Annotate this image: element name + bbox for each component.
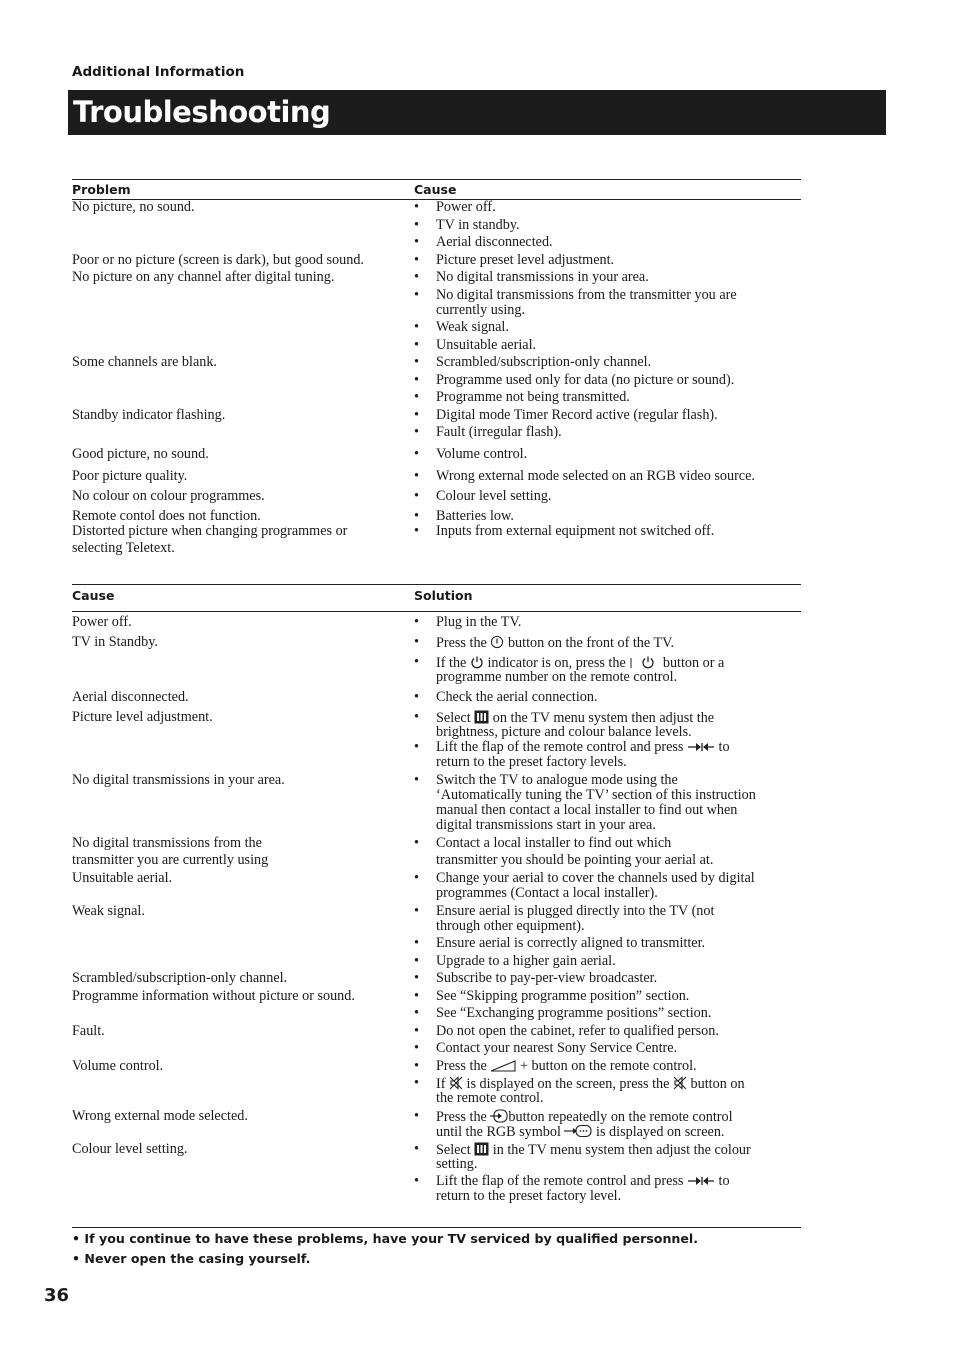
problem-cell: Good picture, no sound. bbox=[72, 446, 209, 462]
standby-icon bbox=[470, 655, 484, 669]
cause-text: Aerial disconnected. bbox=[436, 234, 553, 250]
solution-text: Press the bbox=[436, 1058, 487, 1074]
solution-text: the remote control. bbox=[436, 1090, 544, 1106]
solution-text: Plug in the TV. bbox=[436, 614, 522, 630]
solution-text: brightness, picture and colour balance levels. bbox=[436, 724, 692, 740]
cause-text: Colour level setting. bbox=[436, 488, 552, 504]
warning-note: • Never open the casing yourself. bbox=[72, 1251, 311, 1266]
cause-text: Volume control. bbox=[436, 446, 528, 462]
solution-text: Contact a local installer to find out which bbox=[436, 835, 672, 851]
cause-text: TV in standby. bbox=[436, 217, 520, 233]
cause-text: Inputs from external equipment not switched off. bbox=[436, 523, 715, 539]
page-title: Troubleshooting bbox=[73, 95, 331, 129]
table-rule bbox=[72, 179, 801, 180]
problem-cell: Remote contol does not function. bbox=[72, 508, 261, 524]
cause-cell: Picture level adjustment. bbox=[72, 709, 213, 725]
solution-text: ‘Automatically tuning the TV’ section of this instruction bbox=[436, 787, 756, 803]
power-icon bbox=[490, 635, 504, 649]
solution-text: Change your aerial to cover the channels used by digital bbox=[436, 870, 755, 886]
bullet: • bbox=[414, 234, 419, 250]
cause-text: Batteries low. bbox=[436, 508, 514, 524]
cause-text: Unsuitable aerial. bbox=[436, 337, 537, 353]
page-number: 36 bbox=[44, 1285, 70, 1306]
cause-text: currently using. bbox=[436, 302, 526, 318]
solution-text: button on the front of the TV. bbox=[507, 635, 675, 651]
bullet: • bbox=[414, 446, 419, 462]
problem-cell: Some channels are blank. bbox=[72, 354, 217, 370]
bullet: • bbox=[414, 523, 419, 539]
solution-text: Lift the flap of the remote control and press bbox=[436, 739, 684, 755]
bullet: • bbox=[414, 988, 419, 1004]
cause-cell: Aerial disconnected. bbox=[72, 689, 189, 705]
bullet: • bbox=[414, 252, 419, 268]
volume-icon bbox=[490, 1060, 516, 1072]
problem-cell: selecting Teletext. bbox=[72, 540, 175, 556]
cause-cell: Weak signal. bbox=[72, 903, 145, 919]
bullet: • bbox=[414, 1173, 419, 1189]
cause-text: Wrong external mode selected on an RGB video source. bbox=[436, 468, 755, 484]
solution-text: indicator is on, press the bbox=[487, 655, 626, 671]
solution-text: setting. bbox=[436, 1156, 478, 1172]
rgb-icon bbox=[564, 1124, 592, 1138]
cause-cell: Power off. bbox=[72, 614, 132, 630]
solution-text: transmitter you should be pointing your aerial at. bbox=[436, 852, 714, 868]
bullet: • bbox=[414, 634, 419, 650]
solution-text: + button on the remote control. bbox=[519, 1058, 697, 1074]
cause-cell: Fault. bbox=[72, 1023, 105, 1039]
input-icon bbox=[490, 1109, 508, 1123]
solution-text: manual then contact a local installer to find out when bbox=[436, 802, 738, 818]
column-header-cause: Cause bbox=[414, 182, 457, 197]
column-header-solution: Solution bbox=[414, 588, 473, 603]
bullet: • bbox=[414, 1075, 419, 1091]
solution-text: Ensure aerial is plugged directly into the TV (not bbox=[436, 903, 715, 919]
bullet: • bbox=[414, 389, 419, 405]
bullet: • bbox=[414, 468, 419, 484]
cause-cell: Wrong external mode selected. bbox=[72, 1108, 248, 1124]
solution-text: Press the bbox=[436, 1109, 487, 1125]
solution-text: Select bbox=[436, 710, 471, 726]
bullet: • bbox=[414, 1040, 419, 1056]
solution-text: If bbox=[436, 1076, 446, 1092]
bullet: • bbox=[414, 953, 419, 969]
solution-text: through other equipment). bbox=[436, 918, 585, 934]
menu-picture-icon bbox=[474, 1142, 489, 1156]
bullet: • bbox=[414, 614, 419, 630]
cause-cell: No digital transmissions in your area. bbox=[72, 772, 285, 788]
cause-text: Weak signal. bbox=[436, 319, 509, 335]
column-header-problem: Problem bbox=[72, 182, 131, 197]
solution-text: to bbox=[718, 739, 730, 755]
solution-text: button or a bbox=[662, 655, 725, 671]
bullet: • bbox=[414, 372, 419, 388]
bullet: • bbox=[414, 709, 419, 725]
cause-text: Picture preset level adjustment. bbox=[436, 252, 615, 268]
problem-cell: Poor picture quality. bbox=[72, 468, 188, 484]
problem-cell: Standby indicator flashing. bbox=[72, 407, 226, 423]
solution-text: Select bbox=[436, 1142, 471, 1158]
problem-cell: No picture, no sound. bbox=[72, 199, 195, 215]
cause-text: No digital transmissions in your area. bbox=[436, 269, 649, 285]
cause-text: Power off. bbox=[436, 199, 496, 215]
bullet: • bbox=[414, 319, 419, 335]
problem-cell: Distorted picture when changing programmes or bbox=[72, 523, 348, 539]
solution-text: in the TV menu system then adjust the colour bbox=[492, 1142, 751, 1158]
cause-cell: TV in Standby. bbox=[72, 634, 158, 650]
cause-text: Programme not being transmitted. bbox=[436, 389, 630, 405]
bullet: • bbox=[414, 287, 419, 303]
cause-text: No digital transmissions from the transmitter you are bbox=[436, 287, 737, 303]
problem-cell: No picture on any channel after digital tuning. bbox=[72, 269, 335, 285]
bullet: • bbox=[414, 654, 419, 670]
table-rule bbox=[72, 1227, 801, 1228]
solution-text: button repeatedly on the remote control bbox=[508, 1109, 733, 1125]
bullet: • bbox=[414, 424, 419, 440]
cause-cell: Colour level setting. bbox=[72, 1141, 188, 1157]
solution-text: return to the preset factory level. bbox=[436, 1188, 622, 1204]
solution-text: Lift the flap of the remote control and press bbox=[436, 1173, 684, 1189]
cause-text: Digital mode Timer Record active (regular flash). bbox=[436, 407, 718, 423]
bullet: • bbox=[414, 269, 419, 285]
bullet: • bbox=[414, 970, 419, 986]
table-rule bbox=[72, 584, 801, 585]
mute-icon bbox=[449, 1076, 463, 1090]
solution-text: Ensure aerial is correctly aligned to transmitter. bbox=[436, 935, 706, 951]
column-header-cause: Cause bbox=[72, 588, 115, 603]
solution-text: Switch the TV to analogue mode using the bbox=[436, 772, 678, 788]
solution-text: is displayed on the screen, press the bbox=[466, 1076, 670, 1092]
bullet: • bbox=[414, 217, 419, 233]
solution-text: See “Exchanging programme positions” section. bbox=[436, 1005, 712, 1021]
bullet: • bbox=[414, 1058, 419, 1074]
solution-text: Press the bbox=[436, 635, 487, 651]
solution-text: to bbox=[718, 1173, 730, 1189]
service-note: • If you continue to have these problems, have your TV serviced by qualified personnel. bbox=[72, 1231, 699, 1246]
cause-cell: Unsuitable aerial. bbox=[72, 870, 173, 886]
bullet: • bbox=[414, 354, 419, 370]
cause-cell: Programme information without picture or sound. bbox=[72, 988, 355, 1004]
bullet: • bbox=[414, 739, 419, 755]
bullet: • bbox=[414, 835, 419, 851]
cause-cell: transmitter you are currently using bbox=[72, 852, 269, 868]
solution-text: return to the preset factory levels. bbox=[436, 754, 627, 770]
title-bar bbox=[68, 90, 886, 135]
solution-text: button on bbox=[690, 1076, 745, 1092]
solution-text: on the TV menu system then adjust the bbox=[492, 710, 715, 726]
reset-icon bbox=[687, 741, 715, 753]
bullet: • bbox=[414, 337, 419, 353]
solution-text: Subscribe to pay-per-view broadcaster. bbox=[436, 970, 658, 986]
cause-cell: Volume control. bbox=[72, 1058, 164, 1074]
bullet: • bbox=[414, 1005, 419, 1021]
solution-text: Check the aerial connection. bbox=[436, 689, 598, 705]
menu-picture-icon bbox=[474, 710, 489, 724]
cause-text: Scrambled/subscription-only channel. bbox=[436, 354, 652, 370]
cause-text: Fault (irregular flash). bbox=[436, 424, 562, 440]
solution-text: See “Skipping programme position” section. bbox=[436, 988, 690, 1004]
solution-text: until the RGB symbol bbox=[436, 1124, 561, 1140]
problem-cell: No colour on colour programmes. bbox=[72, 488, 265, 504]
solution-text: Do not open the cabinet, refer to qualified person. bbox=[436, 1023, 719, 1039]
cause-cell: No digital transmissions from the bbox=[72, 835, 262, 851]
mute-button-icon bbox=[673, 1076, 687, 1090]
bullet: • bbox=[414, 689, 419, 705]
bullet: • bbox=[414, 199, 419, 215]
bullet: • bbox=[414, 1141, 419, 1157]
bullet: • bbox=[414, 1023, 419, 1039]
cause-text: Programme used only for data (no picture or sound). bbox=[436, 372, 735, 388]
bullet: • bbox=[414, 903, 419, 919]
solution-text: Upgrade to a higher gain aerial. bbox=[436, 953, 616, 969]
solution-text: If the bbox=[436, 655, 467, 671]
solution-text: programme number on the remote control. bbox=[436, 669, 678, 685]
standby-button-icon bbox=[629, 655, 659, 669]
bullet: • bbox=[414, 772, 419, 788]
solution-text: programmes (Contact a local installer). bbox=[436, 885, 658, 901]
solution-text: is displayed on screen. bbox=[596, 1124, 725, 1140]
bullet: • bbox=[414, 508, 419, 524]
solution-text: digital transmissions start in your area. bbox=[436, 817, 656, 833]
cause-cell: Scrambled/subscription-only channel. bbox=[72, 970, 288, 986]
problem-cell: Poor or no picture (screen is dark), but good sound. bbox=[72, 252, 364, 268]
solution-text: Contact your nearest Sony Service Centre. bbox=[436, 1040, 678, 1056]
table-rule bbox=[72, 611, 801, 612]
bullet: • bbox=[414, 1108, 419, 1124]
section-heading: Additional Information bbox=[72, 64, 245, 80]
reset-icon bbox=[687, 1175, 715, 1187]
bullet: • bbox=[414, 488, 419, 504]
bullet: • bbox=[414, 407, 419, 423]
bullet: • bbox=[414, 935, 419, 951]
bullet: • bbox=[414, 870, 419, 886]
